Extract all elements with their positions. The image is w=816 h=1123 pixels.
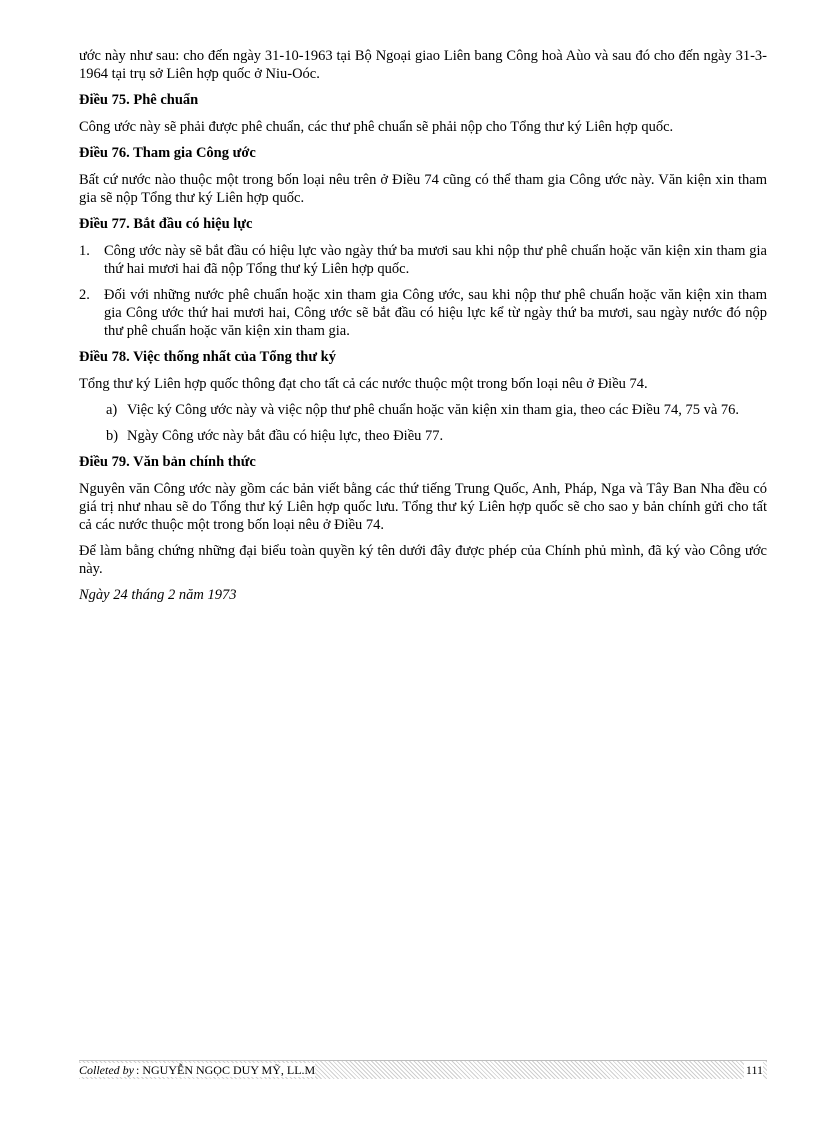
article-78-heading: Điều 78. Việc thống nhất của Tổng thư ký (79, 349, 336, 365)
footer-author: : NGUYỄN NGỌC DUY MỸ, LL.M (135, 1063, 316, 1077)
list-item-text: Việc ký Công ước này và việc nộp thư phê chuẩn hoặc văn kiện xin tham gia, theo các Điều 74, 75 và 76. (127, 402, 740, 418)
list-marker: 2. (79, 287, 90, 303)
list-marker: a) (106, 402, 118, 418)
list-item-text: Đối với những nước phê chuẩn hoặc xin tham gia Công ước, sau khi nộp thư phê chuẩn hoặc văn kiện xin tham gia Công ước thứ hai mươi hai, Công ước sẽ bắt đầu có hiệu lực kể từ ngày thứ ba mươi, sau ngày nước đó nộp thư phê chuẩn hoặc văn kiện xin tham gia. (104, 287, 767, 339)
article-77-heading: Điều 77. Bắt đầu có hiệu lực (79, 216, 253, 232)
article-78-text: Tổng thư ký Liên hợp quốc thông đạt cho tất cả các nước thuộc một trong bốn loại nêu ở Điều 74. (79, 376, 648, 392)
list-item (79, 401, 767, 419)
page-footer (79, 1060, 767, 1079)
article-76-text: Bất cứ nước nào thuộc một trong bốn loại nêu trên ở Điều 74 cũng có thể tham gia Công ước này. Văn kiện xin tham gia sẽ nộp Tổng thư ký Liên hợp quốc. (79, 172, 767, 206)
article-75-text: Công ước này sẽ phải được phê chuẩn, các thư phê chuẩn sẽ phải nộp cho Tổng thư ký Liên hợp quốc. (79, 119, 674, 135)
list-item-text: Ngày Công ước này bắt đầu có hiệu lực, theo Điều 77. (127, 428, 444, 444)
article-79-heading: Điều 79. Văn bản chính thức (79, 454, 256, 470)
article-75-heading: Điều 75. Phê chuẩn (79, 92, 199, 108)
signing-date: Ngày 24 tháng 2 năm 1973 (79, 587, 237, 603)
article-78-list (79, 401, 767, 445)
document-body (79, 47, 767, 604)
article-79-text: Nguyên văn Công ước này gồm các bản viết bằng các thứ tiếng Trung Quốc, Anh, Pháp, Nga và Tây Ban Nha đều có giá trị như nhau sẽ do Tổng thư ký Liên hợp quốc lưu. Tổng thư ký Liên hợp quốc sẽ cho sao y bản chính gửi cho tất cả các nước thuộc một trong bốn loại nêu ở Điều 74. (79, 481, 767, 533)
closing-paragraph: Để làm bằng chứng những đại biểu toàn quyền ký tên dưới đây được phép của Chính phủ mình, đã ký vào Công ước này. (79, 543, 767, 577)
list-item (79, 242, 767, 278)
list-item-text: Công ước này sẽ bắt đầu có hiệu lực vào ngày thứ ba mươi sau khi nộp thư phê chuẩn hoặc văn kiện xin tham gia thứ hai mươi hai đã nộp Tổng thư ký Liên hợp quốc. (104, 243, 767, 277)
article-76-heading: Điều 76. Tham gia Công ước (79, 145, 256, 161)
article-77-list (79, 242, 767, 340)
list-item (79, 286, 767, 340)
list-marker: b) (106, 428, 119, 444)
footer-collected-label: Colleted by (79, 1063, 134, 1077)
intro-paragraph: ước này như sau: cho đến ngày 31-10-1963 tại Bộ Ngoại giao Liên bang Công hoà Aùo và sau đó cho đến ngày 31-3-1964 tại trụ sở Liên hợp quốc ở Niu-Oóc. (79, 48, 767, 82)
list-marker: 1. (79, 243, 90, 259)
page-number: 111 (745, 1063, 763, 1077)
list-item (79, 427, 767, 445)
